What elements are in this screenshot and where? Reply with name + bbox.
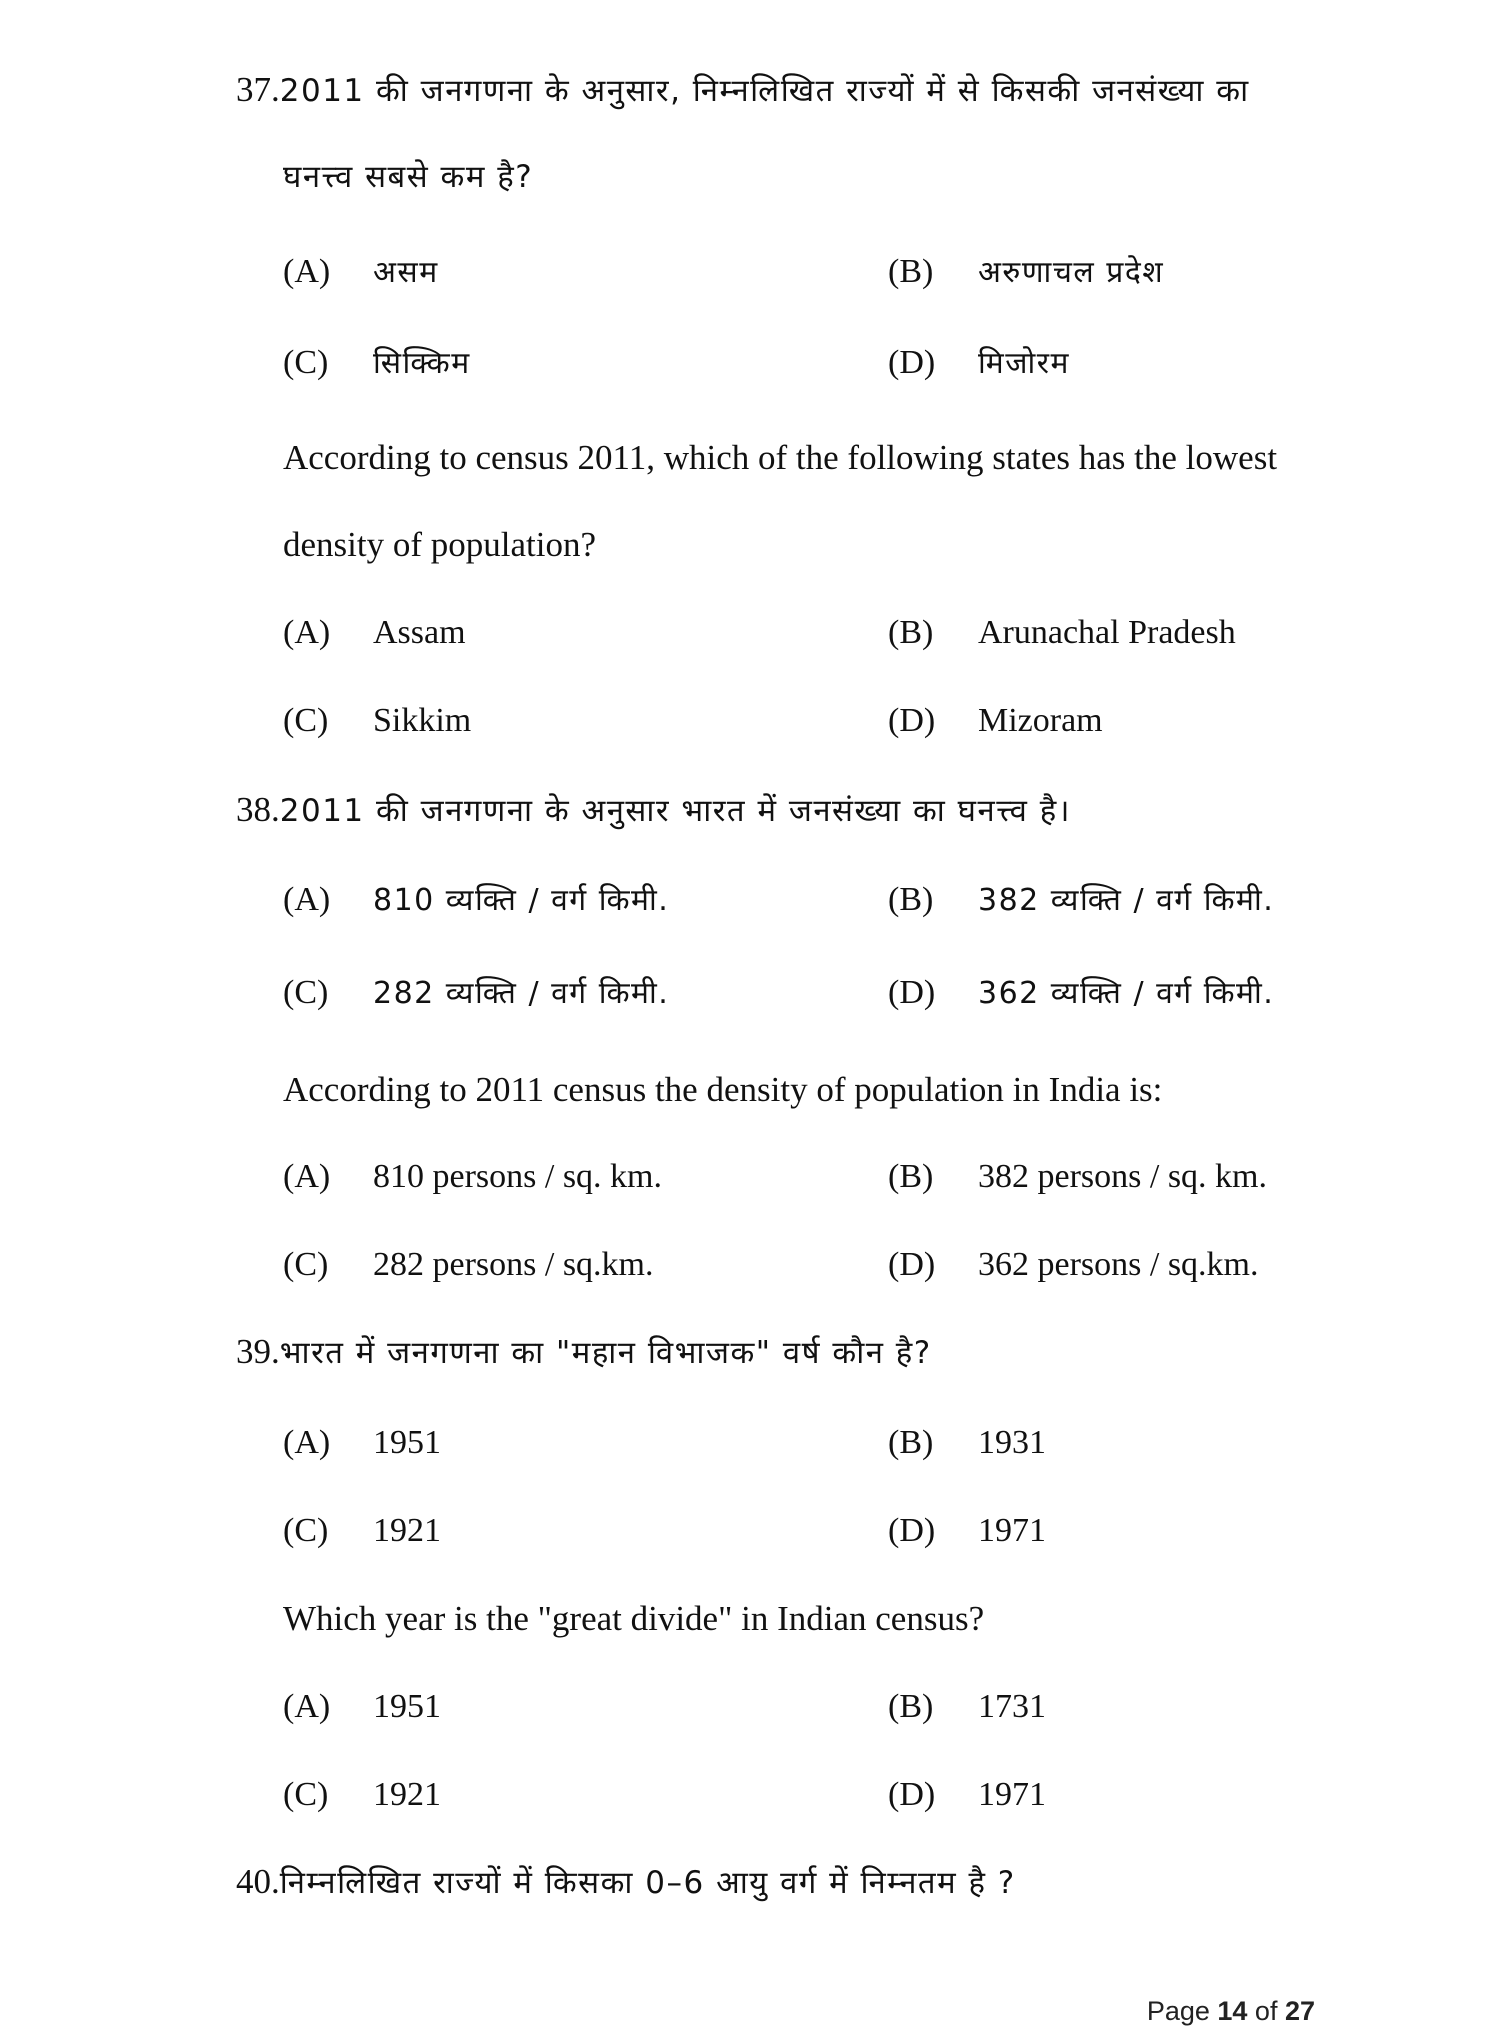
question-40-hindi-line-1: [236, 1864, 1016, 1900]
q39-hindi-option-b: (B) 1931: [888, 1424, 1046, 1461]
q38-hindi-option-b: (B) 382 व्यक्ति / वर्ग किमी.: [888, 881, 1275, 918]
question-39-english-line-1: Which year is the "great divide" in Indian census?: [283, 1599, 985, 1638]
question-38-english-line-1: According to 2011 census the density of population in India is:: [283, 1070, 1163, 1109]
q37-english-option-c: (C) Sikkim: [283, 702, 472, 739]
page-number-footer: Page 14 of 27: [1146, 1996, 1315, 2026]
current-page: 14: [1217, 1996, 1248, 2026]
q37-hindi-option-d: (D) मिजोरम: [888, 344, 1070, 381]
q37-english-option-b: (B) Arunachal Pradesh: [888, 614, 1236, 651]
question-37-english-line-2: density of population?: [283, 525, 597, 564]
q37-hindi-option-c: (C) सिक्किम: [283, 344, 471, 381]
question-37-hindi-line-1: [236, 72, 1250, 108]
question-text: भारत में जनगणना का "महान विभाजक" वर्ष कौन है?: [279, 1335, 932, 1371]
q38-hindi-option-c: (C) 282 व्यक्ति / वर्ग किमी.: [283, 974, 670, 1011]
q39-english-option-c: (C) 1921: [283, 1776, 441, 1813]
question-text: 2011 की जनगणना के अनुसार भारत में जनसंख्या का घनत्त्व है।: [279, 793, 1071, 829]
q38-english-option-a: (A) 810 persons / sq. km.: [283, 1158, 662, 1195]
question-37-english-line-1: According to census 2011, which of the following states has the lowest: [283, 438, 1278, 477]
q39-hindi-option-c: (C) 1921: [283, 1512, 441, 1549]
question-number: 39.: [236, 1332, 280, 1371]
q39-english-option-a: (A) 1951: [283, 1688, 441, 1725]
q39-hindi-option-d: (D) 1971: [888, 1512, 1046, 1549]
q37-hindi-option-a: (A) असम: [283, 253, 439, 290]
q37-hindi-option-b: (B) अरुणाचल प्रदेश: [888, 253, 1165, 290]
q38-english-option-c: (C) 282 persons / sq.km.: [283, 1246, 654, 1283]
q38-hindi-option-a: (A) 810 व्यक्ति / वर्ग किमी.: [283, 881, 670, 918]
q38-english-option-b: (B) 382 persons / sq. km.: [888, 1158, 1267, 1195]
question-39-hindi-line-1: [236, 1334, 932, 1370]
total-pages: 27: [1284, 1996, 1315, 2026]
q38-english-option-d: (D) 362 persons / sq.km.: [888, 1246, 1259, 1283]
q39-english-option-d: (D) 1971: [888, 1776, 1046, 1813]
question-37-hindi-line-2: घनत्त्व सबसे कम है?: [283, 159, 534, 195]
question-number: 38.: [236, 790, 280, 829]
question-number: 37.: [236, 70, 280, 109]
q37-english-option-a: (A) Assam: [283, 614, 466, 651]
q39-english-option-b: (B) 1731: [888, 1688, 1046, 1725]
question-text: 2011 की जनगणना के अनुसार, निम्नलिखित राज्यों में से किसकी जनसंख्या का: [279, 73, 1250, 109]
question-text: निम्नलिखित राज्यों में किसका 0–6 आयु वर्ग में निम्नतम है ?: [279, 1865, 1016, 1901]
q38-hindi-option-d: (D) 362 व्यक्ति / वर्ग किमी.: [888, 974, 1275, 1011]
q37-english-option-d: (D) Mizoram: [888, 702, 1103, 739]
q39-hindi-option-a: (A) 1951: [283, 1424, 441, 1461]
question-number: 40.: [236, 1862, 280, 1901]
question-38-hindi-line-1: [236, 792, 1071, 828]
